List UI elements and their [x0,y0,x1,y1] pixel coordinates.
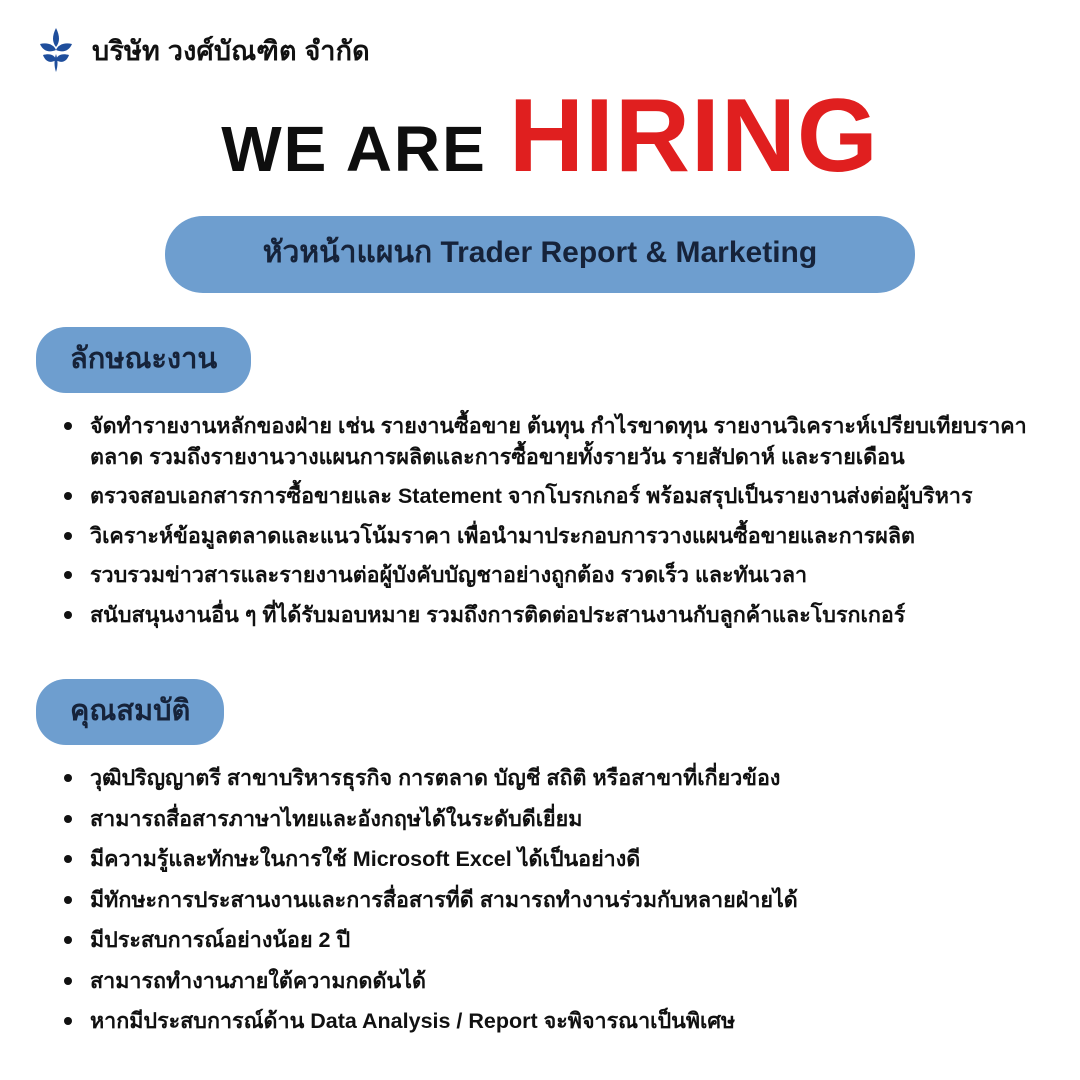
lotus-leaf-logo-icon [30,24,82,76]
list-item: วิเคราะห์ข้อมูลตลาดและแนวโน้มราคา เพื่อนำมาประกอบการวางแผนซื้อขายและการผลิต [64,521,1054,552]
list-item: มีความรู้และทักษะในการใช้ Microsoft Excel ได้เป็นอย่างดี [64,844,1054,875]
list-item: สามารถทำงานภายใต้ความกดดันได้ [64,966,1054,997]
headline-we-are: WE ARE [221,113,487,185]
list-item: มีทักษะการประสานงานและการสื่อสารที่ดี สามารถทำงานร่วมกับหลายฝ่ายได้ [64,885,1054,916]
section-heading-job-description: ลักษณะงาน [36,327,251,393]
job-description-list [28,411,1054,630]
headline-hiring: HIRING [508,78,879,194]
list-item: สามารถสื่อสารภาษาไทยและอังกฤษได้ในระดับดีเยี่ยม [64,804,1054,835]
position-title: หัวหน้าแผนก Trader Report & Marketing [165,216,915,293]
list-item: จัดทำรายงานหลักของฝ่าย เช่น รายงานซื้อขาย ต้นทุน กำไรขาดทุน รายงานวิเคราะห์เปรียบเทียบราคาตลาด รวมถึงรายงานวางแผนการผลิตและการซื้อขายทั้งรายวัน รายสัปดาห์ และรายเดือน [64,411,1054,472]
list-item: ตรวจสอบเอกสารการซื้อขายและ Statement จากโบรกเกอร์ พร้อมสรุปเป็นรายงานส่งต่อผู้บริหาร [64,481,1054,512]
section-heading-qualifications: คุณสมบัติ [36,679,224,745]
list-item: มีประสบการณ์อย่างน้อย 2 ปี [64,925,1054,956]
qualifications-list [28,763,1054,1037]
headline [0,78,1080,194]
list-item: วุฒิปริญญาตรี สาขาบริหารธุรกิจ การตลาด บัญชี สถิติ หรือสาขาที่เกี่ยวข้อง [64,763,1054,794]
list-item: สนับสนุนงานอื่น ๆ ที่ได้รับมอบหมาย รวมถึงการติดต่อประสานงานกับลูกค้าและโบรกเกอร์ [64,600,1054,631]
brand-header [0,0,1080,78]
list-item: รวบรวมข่าวสารและรายงานต่อผู้บังคับบัญชาอย่างถูกต้อง รวดเร็ว และทันเวลา [64,560,1054,591]
company-name: บริษัท วงศ์บัณฑิต จำกัด [92,35,370,66]
list-item: หากมีประสบการณ์ด้าน Data Analysis / Report จะพิจารณาเป็นพิเศษ [64,1006,1054,1037]
